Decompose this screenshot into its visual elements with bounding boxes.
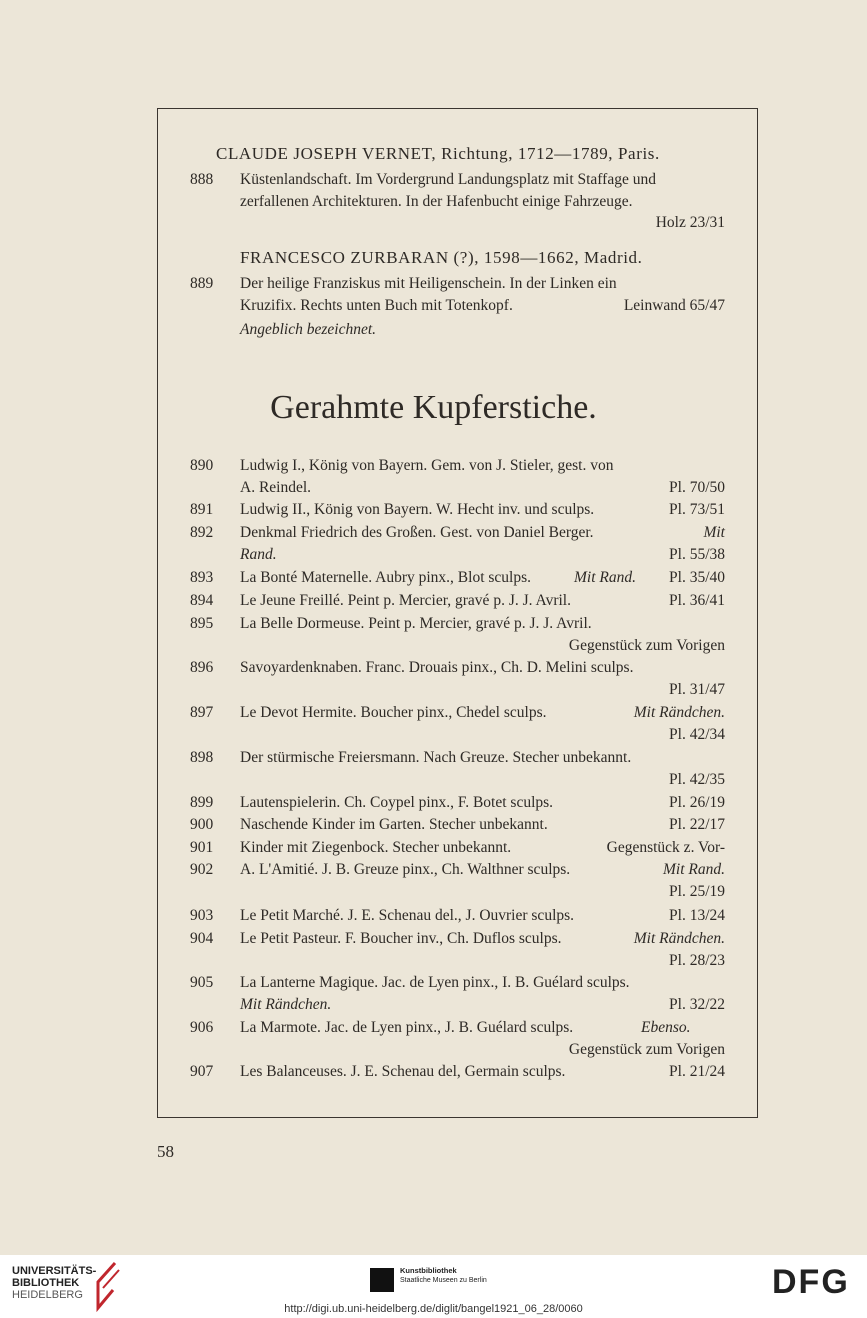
entry-number: 891 — [190, 501, 214, 518]
entry-measure: Gegenstück zum Vorigen — [568, 1041, 725, 1058]
entry-number: 904 — [190, 930, 214, 947]
entry-number: 898 — [190, 749, 214, 766]
entry-measure: Pl. 22/17 — [669, 816, 725, 833]
entry-line: La Marmote. Jac. de Lyen pinx., J. B. Guélard sculps. — [240, 1019, 574, 1036]
artist-heading-zurbaran: FRANCESCO ZURBARAN (?), 1598—1662, Madrid. — [240, 248, 643, 267]
entry-measure: Gegenstück zum Vorigen — [568, 637, 725, 654]
entry-measure: Gegenstück z. Vor- — [606, 839, 725, 856]
entry-italic: Ebenso. — [641, 1019, 691, 1036]
entry-number: 905 — [190, 974, 214, 991]
entry-line: Le Petit Pasteur. F. Boucher inv., Ch. Duflos sculps. — [240, 930, 562, 947]
page-number: 58 — [157, 1142, 174, 1161]
entry-line: Le Jeune Freillé. Peint p. Mercier, gravé p. J. J. Avril. — [240, 592, 571, 609]
entry-line: Ludwig II., König von Bayern. W. Hecht inv. und sculps. — [240, 501, 595, 518]
entry-measure: Pl. 31/47 — [669, 681, 725, 698]
entry-measure: Pl. 35/40 — [669, 569, 725, 586]
entry-number: 906 — [190, 1019, 214, 1036]
kb-name-line2: Staatliche Museen zu Berlin — [400, 1277, 487, 1284]
entry-line: Les Balanceuses. J. E. Schenau del, Germain sculps. — [240, 1063, 566, 1080]
entry-line: Naschende Kinder im Garten. Stecher unbekannt. — [240, 816, 548, 833]
entry-note: Angeblich bezeichnet. — [240, 321, 377, 338]
dfg-logo: DFG — [772, 1263, 850, 1301]
entry-line: Lautenspielerin. Ch. Coypel pinx., F. Botet sculps. — [240, 794, 554, 811]
entry-measure: Pl. 21/24 — [669, 1063, 725, 1080]
entry-number: 897 — [190, 704, 214, 721]
entry-italic: Mit Rändchen. — [633, 930, 725, 947]
entry-line: Der stürmische Freiersmann. Nach Greuze. Stecher unbekannt. — [240, 749, 632, 766]
section-title: Gerahmte Kupferstiche. — [270, 389, 597, 426]
entry-line: Kinder mit Ziegenbock. Stecher unbekannt. — [240, 839, 512, 856]
entry-line: La Belle Dormeuse. Peint p. Mercier, gravé p. J. J. Avril. — [240, 615, 592, 632]
entry-number: 902 — [190, 861, 214, 878]
entry-line: Savoyardenknaben. Franc. Drouais pinx., Ch. D. Melini sculps. — [240, 659, 634, 676]
artist-heading-vernet: CLAUDE JOSEPH VERNET, Richtung, 1712—1789, Paris. — [216, 144, 660, 163]
entry-italic: Mit Rändchen. — [240, 996, 332, 1013]
entry-number: 892 — [190, 524, 214, 541]
source-url-link[interactable]: http://digi.ub.uni-heidelberg.de/diglit/bangel1921_06_28/0060 — [284, 1303, 583, 1315]
entry-italic: Rand. — [240, 546, 277, 563]
entry-measure: Pl. 73/51 — [669, 501, 725, 518]
entry-italic: Mit Rand. — [574, 569, 636, 586]
entry-number: 896 — [190, 659, 214, 676]
entry-measure: Leinwand 65/47 — [623, 297, 725, 314]
entry-line: La Bonté Maternelle. Aubry pinx., Blot sculps. — [240, 569, 532, 586]
library-name-line2: BIBLIOTHEK — [12, 1277, 80, 1289]
kunstbibliothek-logo-icon — [370, 1268, 394, 1292]
entry-line: zerfallenen Architekturen. In der Hafenbucht einige Fahrzeuge. — [240, 193, 633, 210]
entry-measure: Pl. 42/35 — [669, 771, 725, 788]
entry-measure: Holz 23/31 — [655, 214, 725, 231]
entry-measure: Pl. 13/24 — [669, 907, 725, 924]
entry-line: La Lanterne Magique. Jac. de Lyen pinx., I. B. Guélard sculps. — [240, 974, 630, 991]
library-name-line1: UNIVERSITÄTS- — [12, 1265, 97, 1277]
entry-measure: Pl. 26/19 — [669, 794, 725, 811]
entry-line: Le Petit Marché. J. E. Schenau del., J. Ouvrier sculps. — [240, 907, 575, 924]
entry-number: 900 — [190, 816, 214, 833]
entry-italic: Mit — [703, 524, 725, 541]
entry-number: 888 — [190, 171, 214, 188]
entry-number: 893 — [190, 569, 214, 586]
entry-measure: Pl. 55/38 — [669, 546, 725, 563]
entry-measure: Pl. 32/22 — [669, 996, 725, 1013]
entry-line: A. L'Amitié. J. B. Greuze pinx., Ch. Walthner sculps. — [240, 861, 571, 878]
entry-measure: Pl. 36/41 — [669, 592, 725, 609]
entry-line: Denkmal Friedrich des Großen. Gest. von Daniel Berger. — [240, 524, 594, 541]
entry-line: Ludwig I., König von Bayern. Gem. von J. Stieler, gest. von — [240, 457, 614, 474]
entry-number: 890 — [190, 457, 214, 474]
entry-italic: Mit Rändchen. — [633, 704, 725, 721]
entry-number: 889 — [190, 275, 214, 292]
entry-italic: Mit Rand. — [663, 861, 725, 878]
entry-number: 907 — [190, 1063, 214, 1080]
entry-measure: Pl. 28/23 — [669, 952, 725, 969]
entry-measure: Pl. 42/34 — [669, 726, 725, 743]
entry-measure: Pl. 25/19 — [669, 883, 725, 900]
entry-line: Le Devot Hermite. Boucher pinx., Chedel sculps. — [240, 704, 547, 721]
entry-line: Küstenlandschaft. Im Vordergrund Landungsplatz mit Staffage und — [240, 171, 656, 188]
entry-number: 899 — [190, 794, 214, 811]
kb-name-line1: Kunstbibliothek — [400, 1266, 457, 1275]
entry-measure: Pl. 70/50 — [669, 479, 725, 496]
entry-number: 903 — [190, 907, 214, 924]
footer-bar — [0, 1255, 867, 1318]
entry-line: A. Reindel. — [240, 479, 312, 496]
entry-number: 901 — [190, 839, 214, 856]
library-name-line3: HEIDELBERG — [12, 1289, 83, 1301]
entry-line: Kruzifix. Rechts unten Buch mit Totenkopf. — [240, 297, 513, 314]
entry-number: 895 — [190, 615, 214, 632]
entry-line: Der heilige Franziskus mit Heiligenschein. In der Linken ein — [240, 275, 617, 292]
entry-number: 894 — [190, 592, 214, 609]
